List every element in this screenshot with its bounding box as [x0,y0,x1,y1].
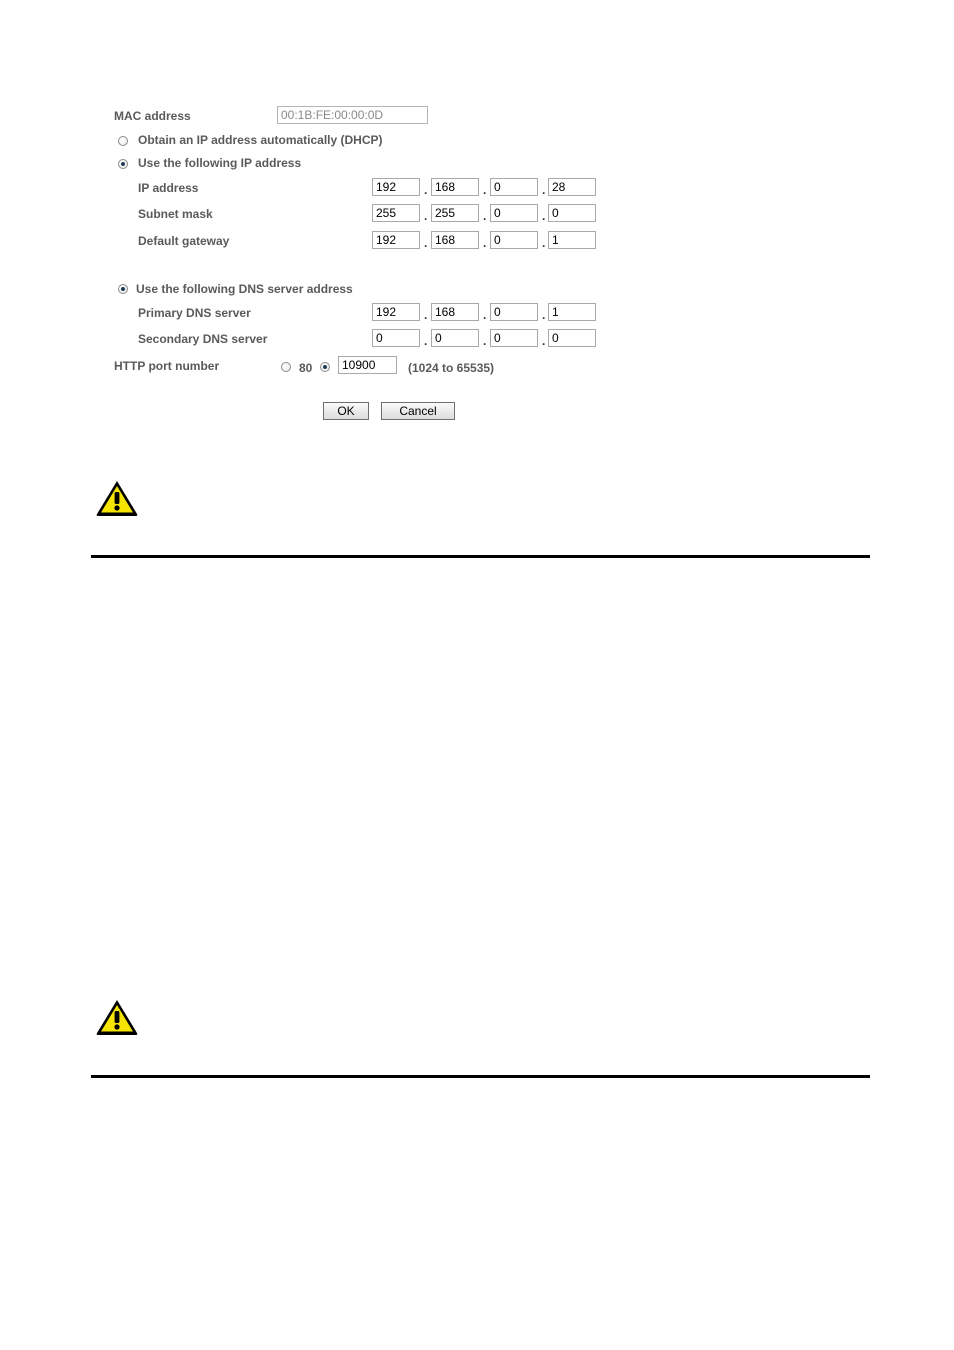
secondary-dns-octet-4[interactable] [548,329,596,347]
ip-address-label: IP address [138,181,199,195]
http-port-label: HTTP port number [114,359,220,373]
octet-separator: . [424,236,428,250]
octet-separator: . [424,183,428,197]
octet-separator: . [542,334,546,348]
section-divider [91,1075,870,1078]
octet-separator: . [483,334,487,348]
section-divider [91,555,870,558]
http-port-field[interactable] [338,356,397,374]
primary-dns-octet-4[interactable] [548,303,596,321]
ok-button[interactable]: OK [323,402,369,420]
http-port-custom-radio[interactable] [320,362,330,372]
octet-separator: . [542,308,546,322]
ip-octet-3[interactable] [490,178,538,196]
secondary-dns-octet-1[interactable] [372,329,420,347]
subnet-octet-4[interactable] [548,204,596,222]
primary-dns-label: Primary DNS server [138,306,251,320]
octet-separator: . [542,236,546,250]
gateway-octet-2[interactable] [431,231,479,249]
octet-separator: . [542,209,546,223]
octet-separator: . [483,308,487,322]
default-gateway-label: Default gateway [138,234,230,248]
http-port-range-label: (1024 to 65535) [408,361,495,375]
mac-address-label: MAC address [114,109,191,123]
http-port-default-label: 80 [299,361,313,375]
static-ip-radio[interactable] [118,159,128,169]
dhcp-radio[interactable] [118,136,128,146]
warning-icon [95,479,139,517]
subnet-octet-2[interactable] [431,204,479,222]
ip-octet-1[interactable] [372,178,420,196]
ip-octet-2[interactable] [431,178,479,196]
octet-separator: . [424,308,428,322]
warning-icon [95,998,139,1036]
octet-separator: . [483,236,487,250]
cancel-button[interactable]: Cancel [381,402,455,420]
dns-radio[interactable] [118,284,128,294]
octet-separator: . [483,183,487,197]
primary-dns-octet-2[interactable] [431,303,479,321]
mac-address-field [277,106,428,124]
secondary-dns-label: Secondary DNS server [138,332,268,346]
gateway-octet-3[interactable] [490,231,538,249]
gateway-octet-1[interactable] [372,231,420,249]
octet-separator: . [483,209,487,223]
static-ip-label: Use the following IP address [138,156,302,170]
gateway-octet-4[interactable] [548,231,596,249]
dns-label: Use the following DNS server address [136,282,353,296]
ip-octet-4[interactable] [548,178,596,196]
subnet-octet-1[interactable] [372,204,420,222]
primary-dns-octet-3[interactable] [490,303,538,321]
http-port-default-radio[interactable] [281,362,291,372]
secondary-dns-octet-3[interactable] [490,329,538,347]
subnet-octet-3[interactable] [490,204,538,222]
subnet-mask-label: Subnet mask [138,207,213,221]
dhcp-label: Obtain an IP address automatically (DHCP) [138,133,383,147]
secondary-dns-octet-2[interactable] [431,329,479,347]
octet-separator: . [424,209,428,223]
primary-dns-octet-1[interactable] [372,303,420,321]
octet-separator: . [424,334,428,348]
octet-separator: . [542,183,546,197]
